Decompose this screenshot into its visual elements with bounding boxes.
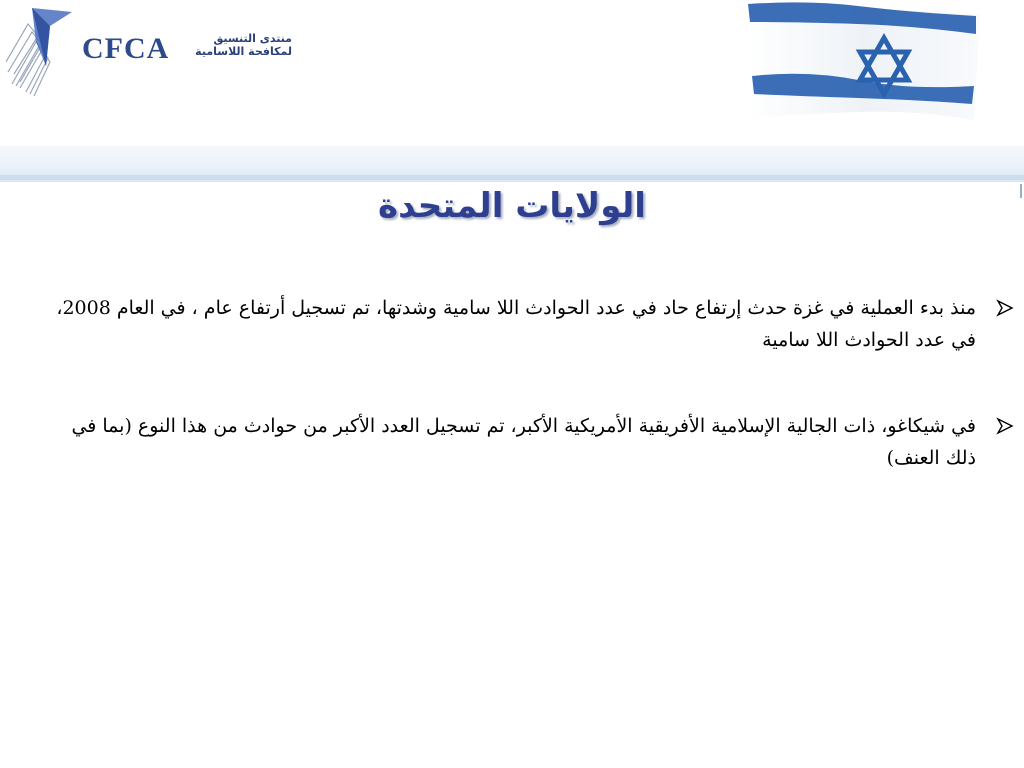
israel-flag: [748, 0, 980, 122]
logo-arabic-line-1: منتدى التنسيق: [213, 32, 292, 45]
bullet-text-1: منذ بدء العملية في غزة حدث إرتفاع حاد في عدد الحوادث اللا سامية وشدتها، تم تسجيل أرتفاع عام ، في العام 2008، في عدد الحوادث اللا سامية: [56, 297, 976, 351]
cfca-logo: [6, 2, 296, 98]
slide-title: الولايات المتحدة: [378, 186, 646, 226]
bullet-item-1: [50, 292, 1018, 356]
israel-flag-icon: [748, 0, 980, 122]
logo-abbreviation: CFCA: [82, 32, 170, 65]
arrow-bullet-icon: [996, 417, 1014, 435]
arrow-bullet-icon: [996, 299, 1014, 317]
logo-arabic-name: [192, 32, 292, 58]
bullet-list: [50, 292, 1018, 528]
bullet-text-2: في شيكاغو، ذات الجالية الإسلامية الأفريقية الأمريكية الأكبر، تم تسجيل العدد الأكبر من حوادث من هذا النوع (بما في ذلك العنف): [71, 415, 976, 469]
header-divider: [0, 175, 1024, 180]
bullet-item-2: [50, 410, 1018, 474]
logo-arabic-line-2: لمكافحة اللاسامية: [195, 45, 292, 58]
